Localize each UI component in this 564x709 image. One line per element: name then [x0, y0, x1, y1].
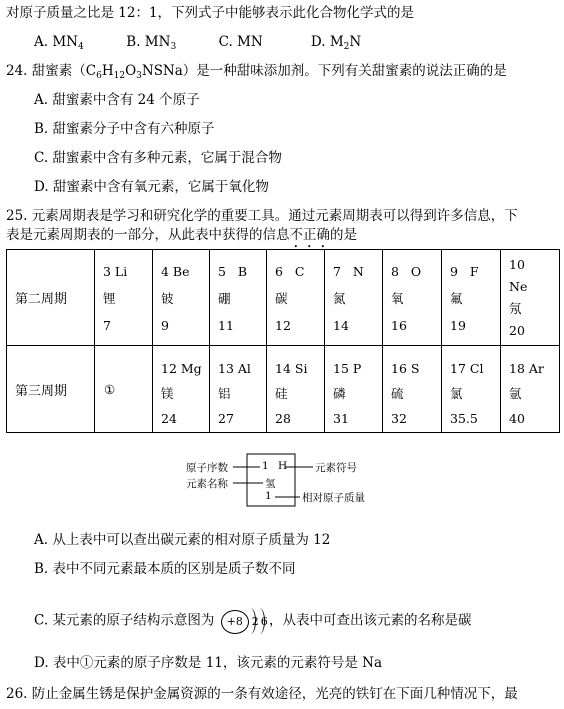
- q26-stem: 26. 防止金属生锈是保护金属资源的一条有效途径，光亮的铁钉在下面几种情况下，最: [6, 686, 518, 702]
- nucleus: +8: [221, 610, 249, 634]
- q25-option-a: A. 从上表中可以查出碳元素的相对原子质量为 12: [34, 532, 331, 548]
- cell-li: 3 Li 锂 7: [95, 250, 153, 346]
- row-label-period-3: 第三周期: [7, 346, 95, 433]
- legend-box-symbol: H: [278, 460, 288, 472]
- electrons-shell-2: 6: [260, 615, 268, 628]
- q24-option-c: C. 甜蜜素中含有多种元素，它属于混合物: [34, 150, 282, 166]
- atomic-structure-diagram: [219, 606, 268, 636]
- legend-box-mass: 1: [265, 490, 272, 502]
- cell-p: 15 P 磷 31: [325, 346, 383, 433]
- q25-stem-line1: 25. 元素周期表是学习和研究化学的重要工具。通过元素周期表可以得到许多信息，下: [6, 208, 518, 224]
- periodic-table: [6, 249, 560, 433]
- cell-f: 9 F 氟 19: [442, 250, 501, 346]
- q23-stem: 对原子质量之比是 12：1，下列式子中能够表示此化合物化学式的是: [6, 5, 415, 21]
- cell-o: 8 O 氧 16: [383, 250, 442, 346]
- q25-option-c: C. 某元素的原子结构示意图为 +8 2 6 ，从表中可查出该元素的名称是碳: [34, 606, 472, 636]
- q25-option-d: D. 表中①元素的原子序数是 11，该元素的元素符号是 Na: [34, 655, 383, 671]
- legend-label-atomic-number: 原子序数: [186, 462, 228, 474]
- q25-option-b: B. 表中不同元素最本质的区别是质子数不同: [34, 561, 296, 577]
- row-period-2: [7, 250, 560, 346]
- q23-option-c: C. MN: [218, 34, 263, 50]
- q23-option-d: D. $M_2N$: [310, 34, 362, 52]
- q23-option-b: B. $MN_3$: [126, 34, 177, 52]
- cell-n: 7 N 氮 14: [325, 250, 383, 346]
- q24-option-b: B. 甜蜜素分子中含有六种原子: [34, 121, 215, 137]
- q24-option-a: A. 甜蜜素中含有 24 个原子: [34, 92, 200, 108]
- electrons-shell-1: 2: [251, 615, 259, 628]
- row-label-period-2: 第二周期: [7, 250, 95, 346]
- cell-s: 16 S 硫 32: [383, 346, 442, 433]
- cell-ar: 18 Ar 氩 40: [501, 346, 560, 433]
- cell-mg: 12 Mg 镁 24: [153, 346, 210, 433]
- row-period-3: [7, 346, 560, 433]
- cell-be: 4 Be 铍 9: [153, 250, 210, 346]
- cell-c: 6 C 碳 12: [267, 250, 325, 346]
- legend-label-element-symbol: 元素符号: [315, 462, 357, 474]
- legend-box-name: 氢: [265, 478, 276, 490]
- cell-al: 13 Al 铝 27: [210, 346, 267, 433]
- legend-label-relative-mass: 相对原子质量: [302, 492, 365, 504]
- q24-option-d: D. 甜蜜素中含有氧元素，它属于氧化物: [34, 179, 269, 195]
- q25-stem-line2: 表是元素周期表的一部分，从此表中获得的信息不正确的是: [6, 227, 357, 243]
- cell-b: 5 B 硼 11: [210, 250, 267, 346]
- cell-si: 14 Si 硅 28: [267, 346, 325, 433]
- legend-box: [247, 454, 295, 506]
- cell-ne: 10 Ne 氖 20: [501, 250, 560, 346]
- q23-options: [34, 33, 361, 51]
- cell-unknown-element: ①: [95, 346, 153, 433]
- cell-cl: 17 Cl 氯 35.5: [442, 346, 501, 433]
- emphasis-not-correct: 不正确: [289, 227, 330, 243]
- legend-label-element-name: 元素名称: [186, 478, 228, 490]
- q23-option-a: A. $MN_4$: [34, 34, 84, 52]
- q24-stem: 24. 甜蜜素$(C_6H_{12}O_3NSNa)$是一种甜味添加剂。下列有关甜蜜素的说法正确的是: [6, 63, 507, 81]
- legend-box-number: 1: [262, 460, 269, 472]
